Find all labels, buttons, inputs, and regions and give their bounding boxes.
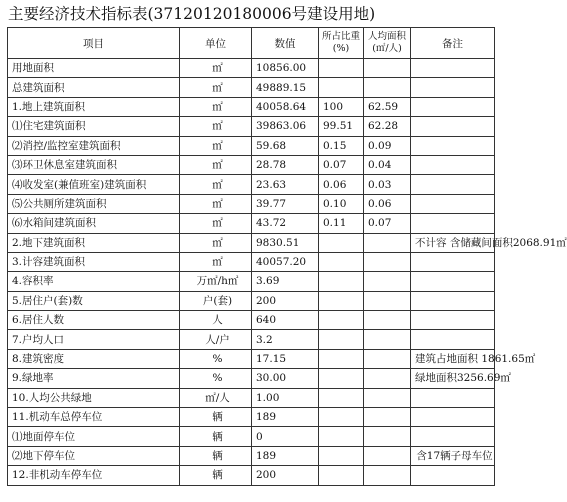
row-ratio: 99.51 <box>319 117 364 136</box>
row-ratio: 0.10 <box>319 194 364 213</box>
row-per-capita: 0.09 <box>364 136 411 155</box>
row-item: ⑵地下停车位 <box>8 446 180 465</box>
row-per-capita <box>364 272 411 291</box>
row-ratio: 0.15 <box>319 136 364 155</box>
row-item: 5.居住户(套)数 <box>8 291 180 310</box>
row-per-capita <box>364 252 411 271</box>
row-per-capita <box>364 59 411 78</box>
header-value: 数值 <box>252 28 319 59</box>
row-ratio <box>319 272 364 291</box>
row-value: 39.77 <box>252 194 319 213</box>
row-note <box>411 252 495 271</box>
row-value: 189 <box>252 408 319 427</box>
row-item: 1.地上建筑面积 <box>8 97 180 116</box>
table-row <box>8 252 495 271</box>
row-note: 建筑占地面积 1861.65㎡ <box>411 349 495 368</box>
row-unit: ㎡ <box>180 175 252 194</box>
row-ratio <box>319 388 364 407</box>
row-value: 40057.20 <box>252 252 319 271</box>
row-unit: 辆 <box>180 446 252 465</box>
row-value: 9830.51 <box>252 233 319 252</box>
header-note: 备注 <box>411 28 495 59</box>
row-value: 23.63 <box>252 175 319 194</box>
table-row <box>8 446 495 465</box>
row-per-capita <box>364 369 411 388</box>
table-row <box>8 155 495 174</box>
row-item: ⑶环卫休息室建筑面积 <box>8 155 180 174</box>
row-per-capita <box>364 311 411 330</box>
row-ratio <box>319 427 364 446</box>
row-item: 12.非机动车停车位 <box>8 466 180 485</box>
row-note: 不计容 含储藏间面积2068.91㎡ <box>411 233 495 252</box>
row-per-capita: 62.28 <box>364 117 411 136</box>
row-value: 30.00 <box>252 369 319 388</box>
row-per-capita <box>364 291 411 310</box>
row-value: 39863.06 <box>252 117 319 136</box>
row-ratio <box>319 330 364 349</box>
row-ratio <box>319 408 364 427</box>
row-item: 用地面积 <box>8 59 180 78</box>
row-per-capita: 0.03 <box>364 175 411 194</box>
row-ratio <box>319 446 364 465</box>
row-value: 28.78 <box>252 155 319 174</box>
row-per-capita <box>364 233 411 252</box>
table-row <box>8 233 495 252</box>
row-ratio <box>319 78 364 97</box>
row-unit: ㎡ <box>180 78 252 97</box>
row-item: ⑴地面停车位 <box>8 427 180 446</box>
row-value: 59.68 <box>252 136 319 155</box>
row-per-capita <box>364 330 411 349</box>
row-value: 17.15 <box>252 349 319 368</box>
row-note <box>411 272 495 291</box>
row-value: 189 <box>252 446 319 465</box>
document-title: 主要经济技术指标表(37120120180006号建设用地) <box>8 5 376 23</box>
row-note <box>411 427 495 446</box>
row-note <box>411 117 495 136</box>
row-ratio <box>319 466 364 485</box>
row-value: 1.00 <box>252 388 319 407</box>
row-unit: 人 <box>180 311 252 330</box>
row-item: 3.计容建筑面积 <box>8 252 180 271</box>
row-unit: ㎡ <box>180 97 252 116</box>
row-ratio <box>319 233 364 252</box>
row-note <box>411 136 495 155</box>
header-ratio <box>319 28 364 59</box>
table-row <box>8 117 495 136</box>
row-value: 640 <box>252 311 319 330</box>
row-note <box>411 214 495 233</box>
row-note <box>411 97 495 116</box>
row-note <box>411 330 495 349</box>
table-row <box>8 214 495 233</box>
row-item: 4.容积率 <box>8 272 180 291</box>
row-unit: ㎡ <box>180 117 252 136</box>
row-value: 43.72 <box>252 214 319 233</box>
table-row <box>8 97 495 116</box>
row-per-capita: 62.59 <box>364 97 411 116</box>
table-row <box>8 59 495 78</box>
row-unit: ㎡ <box>180 136 252 155</box>
row-unit: 万㎡/h㎡ <box>180 272 252 291</box>
row-ratio <box>319 311 364 330</box>
row-per-capita <box>364 408 411 427</box>
table-row <box>8 408 495 427</box>
row-unit: % <box>180 349 252 368</box>
row-per-capita: 0.07 <box>364 214 411 233</box>
row-unit: ㎡ <box>180 233 252 252</box>
table-body <box>8 59 567 486</box>
table-row <box>8 194 495 213</box>
row-value: 0 <box>252 427 319 446</box>
header-per-capita-line2: (㎡/人) <box>372 43 402 54</box>
row-per-capita <box>364 349 411 368</box>
row-note <box>411 175 495 194</box>
row-ratio <box>319 252 364 271</box>
row-ratio: 100 <box>319 97 364 116</box>
row-item: ⑷收发室(兼值班室)建筑面积 <box>8 175 180 194</box>
row-value: 49889.15 <box>252 78 319 97</box>
row-item: 总建筑面积 <box>8 78 180 97</box>
row-unit: ㎡ <box>180 194 252 213</box>
table-row <box>8 136 495 155</box>
row-item: 2.地下建筑面积 <box>8 233 180 252</box>
table-row <box>8 330 495 349</box>
row-note: 绿地面积3256.69㎡ <box>411 369 495 388</box>
table-row <box>8 369 495 388</box>
table-row <box>8 427 495 446</box>
row-note <box>411 155 495 174</box>
row-value: 3.2 <box>252 330 319 349</box>
row-note <box>411 59 495 78</box>
table-header-row <box>8 28 495 59</box>
row-unit: 辆 <box>180 466 252 485</box>
table-row <box>8 175 495 194</box>
row-unit: ㎡ <box>180 155 252 174</box>
row-unit: % <box>180 369 252 388</box>
table-row <box>8 466 495 485</box>
row-ratio: 0.06 <box>319 175 364 194</box>
header-item: 项目 <box>8 28 180 59</box>
table-row <box>8 272 495 291</box>
row-item: 7.户均人口 <box>8 330 180 349</box>
row-unit: 人/户 <box>180 330 252 349</box>
header-per-capita-line1: 人均面积 <box>367 31 406 42</box>
row-per-capita: 0.06 <box>364 194 411 213</box>
row-ratio <box>319 349 364 368</box>
row-unit: ㎡/人 <box>180 388 252 407</box>
row-item: ⑸公共厕所建筑面积 <box>8 194 180 213</box>
row-per-capita <box>364 78 411 97</box>
header-ratio-line2: (%) <box>332 43 350 54</box>
row-note <box>411 388 495 407</box>
header-unit: 单位 <box>180 28 252 59</box>
row-per-capita <box>364 446 411 465</box>
row-note: 含17辆子母车位 <box>411 446 495 465</box>
row-note <box>411 466 495 485</box>
row-value: 40058.64 <box>252 97 319 116</box>
table-row <box>8 291 495 310</box>
header-ratio-line1: 所占比重 <box>321 31 360 42</box>
table-row <box>8 349 495 368</box>
row-ratio: 0.11 <box>319 214 364 233</box>
row-item: 10.人均公共绿地 <box>8 388 180 407</box>
table-row <box>8 311 495 330</box>
indicator-table <box>7 27 567 486</box>
row-item: ⑹水箱间建筑面积 <box>8 214 180 233</box>
row-ratio <box>319 369 364 388</box>
row-item: ⑵消控/监控室建筑面积 <box>8 136 180 155</box>
row-ratio: 0.07 <box>319 155 364 174</box>
row-per-capita <box>364 388 411 407</box>
row-unit: 辆 <box>180 408 252 427</box>
row-value: 3.69 <box>252 272 319 291</box>
row-value: 200 <box>252 291 319 310</box>
table-row <box>8 388 495 407</box>
row-item: 9.绿地率 <box>8 369 180 388</box>
row-per-capita <box>364 427 411 446</box>
row-unit: 户(套) <box>180 291 252 310</box>
row-per-capita <box>364 466 411 485</box>
row-unit: ㎡ <box>180 59 252 78</box>
row-note <box>411 194 495 213</box>
row-note <box>411 311 495 330</box>
row-unit: ㎡ <box>180 214 252 233</box>
row-item: ⑴住宅建筑面积 <box>8 117 180 136</box>
header-per-capita <box>364 28 411 59</box>
row-ratio <box>319 291 364 310</box>
row-value: 10856.00 <box>252 59 319 78</box>
row-note <box>411 291 495 310</box>
row-ratio <box>319 59 364 78</box>
row-item: 6.居住人数 <box>8 311 180 330</box>
row-item: 8.建筑密度 <box>8 349 180 368</box>
row-item: 11.机动车总停车位 <box>8 408 180 427</box>
row-note <box>411 78 495 97</box>
row-unit: 辆 <box>180 427 252 446</box>
row-per-capita: 0.04 <box>364 155 411 174</box>
table-row <box>8 78 495 97</box>
row-value: 200 <box>252 466 319 485</box>
row-note <box>411 408 495 427</box>
row-unit: ㎡ <box>180 252 252 271</box>
